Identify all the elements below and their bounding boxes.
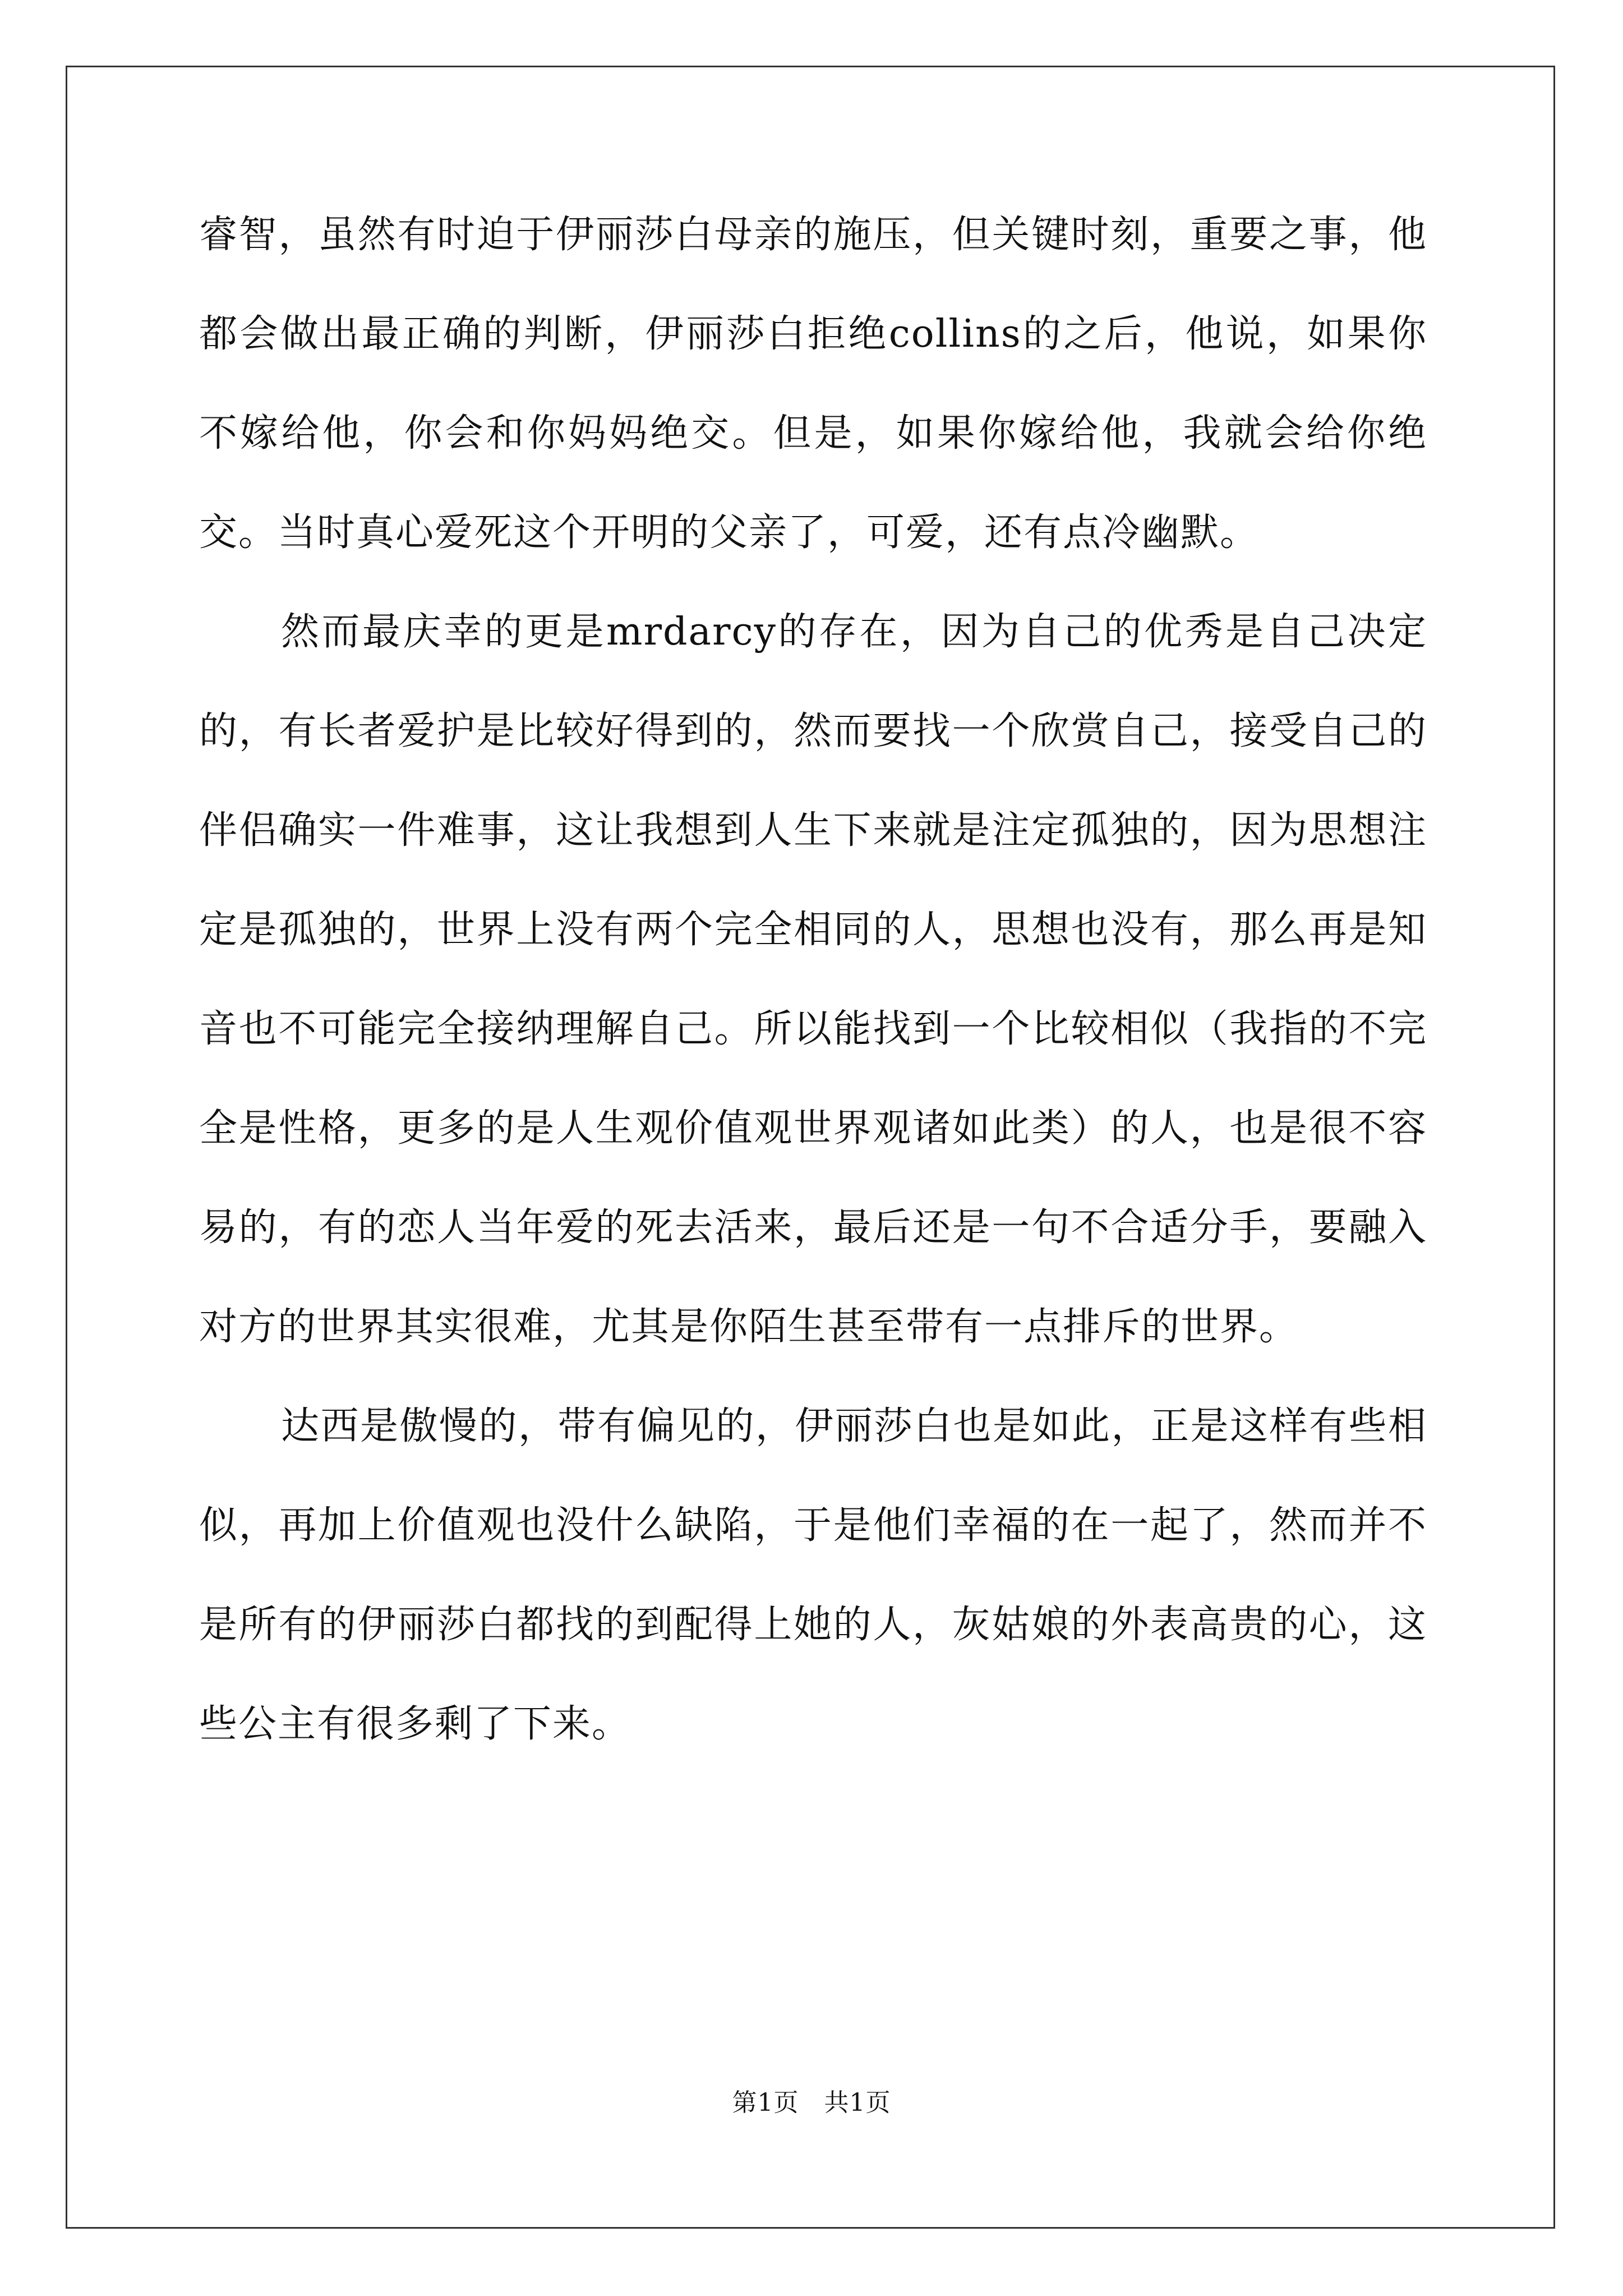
paragraph: 然而最庆幸的更是mrdarcy的存在，因为自己的优秀是自己决定的，有长者爱护是比较好得到的，然而要找一个欣赏自己，接受自己的伴侣确实一件难事，这让我想到人生下来就是注定孤独的，因为思想注定是孤独的，世界上没有两个完全相同的人，思想也没有，那么再是知音也不可能完全接纳理解自己。所以能找到一个比较相似（我指的不完全是性格，更多的是人生观价值观世界观诸如此类）的人，也是很不容易的，有的恋人当年爱的死去活来，最后还是一句不合适分手，要融入对方的世界其实很难，尤其是你陌生甚至带有一点排斥的世界。	[199, 610, 1427, 1349]
paragraph: 达西是傲慢的，带有偏见的，伊丽莎白也是如此，正是这样有些相似，再加上价值观也没什么缺陷，于是他们幸福的在一起了，然而并不是所有的伊丽莎白都找的到配得上她的人，灰姑娘的外表高贵的心，这些公主有很多剩了下来。	[199, 1404, 1427, 1746]
document-body	[199, 185, 1427, 1774]
page-footer: 第1页 共1页	[732, 2088, 891, 2117]
paragraph: 睿智，虽然有时迫于伊丽莎白母亲的施压，但关键时刻，重要之事，他都会做出最正确的判断，伊丽莎白拒绝collins的之后，他说，如果你不嫁给他，你会和你妈妈绝交。但是，如果你嫁给他，我就会给你绝交。当时真心爱死这个开明的父亲了，可爱，还有点冷幽默。	[199, 213, 1427, 555]
